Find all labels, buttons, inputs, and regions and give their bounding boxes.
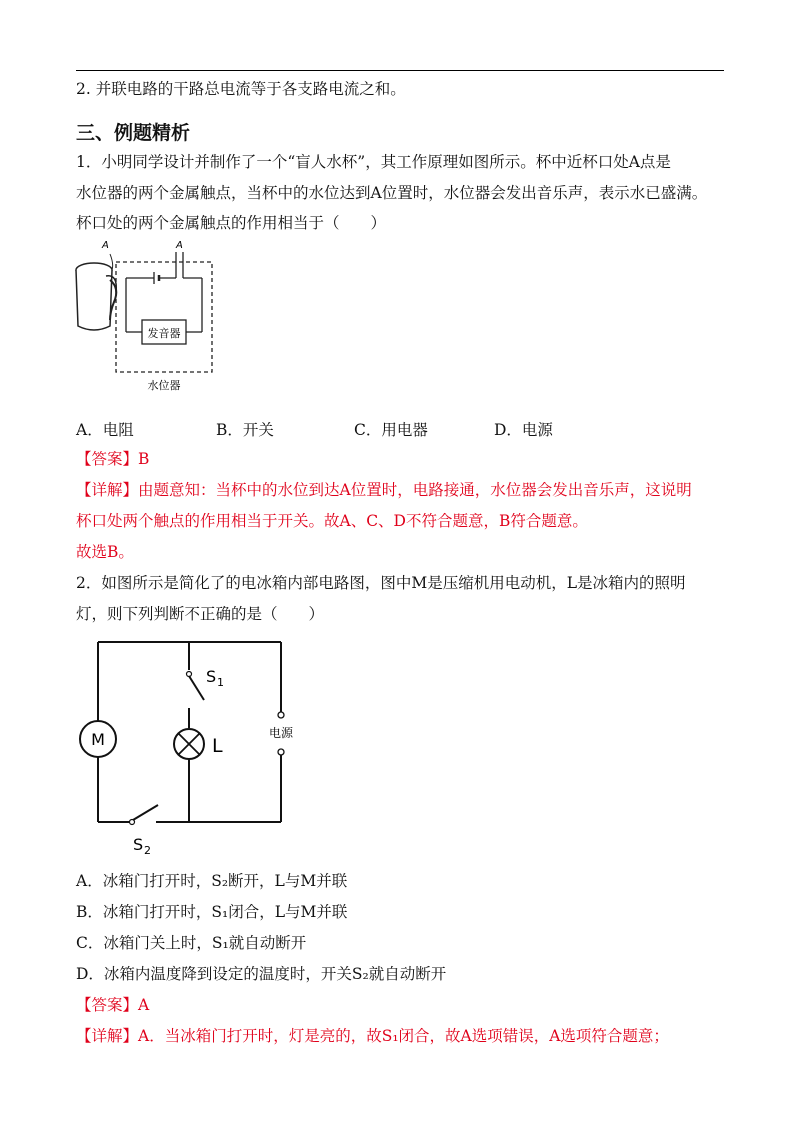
source-terminal-bottom-icon <box>278 749 284 755</box>
q1-detail-line2: 杯口处两个触点的作用相当于开关。故A、C、D不符合题意，B符合题意。 <box>76 512 588 530</box>
q1-figure <box>66 236 226 396</box>
q2-figure <box>76 630 316 860</box>
sounder-label: 发音器 <box>147 327 181 340</box>
q2-detail-line1 <box>76 1025 669 1047</box>
source-label: 电源 <box>268 726 294 740</box>
q2-option-c: C．冰箱门关上时，S₁就自动断开 <box>76 934 307 952</box>
q1-line3: 杯口处的两个金属触点的作用相当于（ ） <box>76 214 387 232</box>
q2-answer: 【答案】A <box>76 996 150 1014</box>
s1-sub: 1 <box>217 676 224 689</box>
q1-answer: 【答案】B <box>76 450 150 468</box>
q2-line2: 灯，则下列判断不正确的是（ ） <box>76 605 325 623</box>
top-rule <box>76 70 724 71</box>
q2-option-b: B．冰箱门打开时，S₁闭合，L与M并联 <box>76 903 348 921</box>
s2-sub: 2 <box>144 844 151 857</box>
q1-detail-line1 <box>76 479 692 501</box>
q1-detail-text1: 由题意知：当杯中的水位到达A位置时，电路接通，水位器会发出音乐声，这说明 <box>138 481 692 499</box>
lamp-label: L <box>212 735 223 757</box>
s1-label: S <box>206 667 217 686</box>
q1-option-d: D．电源 <box>494 421 553 439</box>
q1-option-a: A．电阻 <box>76 421 134 439</box>
q1-line2: 水位器的两个金属触点，当杯中的水位达到A位置时，水位器会发出音乐声，表示水已盛满。 <box>76 184 708 202</box>
s2-label: S <box>133 835 144 854</box>
section-title: 三、例题精析 <box>76 122 191 144</box>
intro-line: 2. 并联电路的干路总电流等于各支路电流之和。 <box>76 80 406 98</box>
cup-icon <box>76 263 116 330</box>
q2-detail-text1: A．当冰箱门打开时，灯是亮的，故S₁闭合，故A选项错误，A选项符合题意； <box>138 1027 669 1045</box>
q1-detail-line3: 故选B。 <box>76 543 134 561</box>
label-a-left: A <box>102 240 109 251</box>
source-terminal-top-icon <box>278 712 284 718</box>
switch-s1-icon <box>187 672 192 677</box>
motor-label: M <box>91 730 105 749</box>
q1-line1: 1．小明同学设计并制作了一个“盲人水杯”，其工作原理如图所示。杯中近杯口处A点是 <box>76 153 671 171</box>
q2-detail-tag: 【详解】 <box>76 1027 139 1045</box>
q1-option-b: B．开关 <box>216 421 274 439</box>
q1-option-c: C．用电器 <box>354 421 428 439</box>
figure-caption: 水位器 <box>147 379 181 392</box>
q2-line1: 2．如图所示是简化了的电冰箱内部电路图，图中M是压缩机用电动机，L是冰箱内的照明 <box>76 574 686 592</box>
q2-option-a: A．冰箱门打开时，S₂断开，L与M并联 <box>76 872 348 890</box>
q2-option-d: D．冰箱内温度降到设定的温度时，开关S₂就自动断开 <box>76 965 447 983</box>
label-a-right: A <box>176 240 183 251</box>
q1-detail-tag: 【详解】 <box>76 481 139 499</box>
